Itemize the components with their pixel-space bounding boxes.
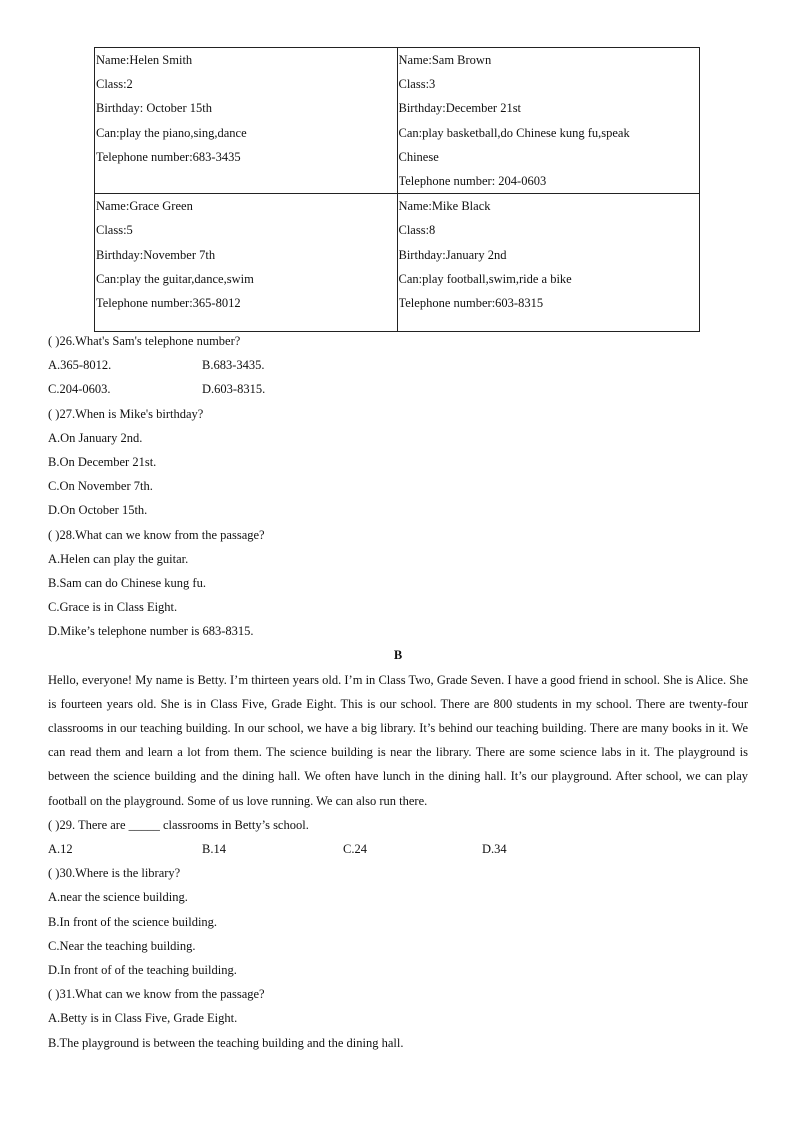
card-class: Class:2 — [96, 77, 133, 92]
card-name: Name:Sam Brown — [398, 53, 492, 67]
question-29-option-d: D.34 — [482, 842, 507, 857]
question-29-option-a: A.12 — [48, 842, 73, 857]
card-class: Class:5 — [96, 223, 133, 238]
card-birthday: Birthday:January 2nd — [398, 247, 507, 262]
question-26-option-c: C.204-0603. — [48, 382, 111, 397]
question-29-option-b: B.14 — [202, 842, 226, 857]
question-31-stem: ( )31.What can we know from the passage? — [48, 987, 265, 1002]
card-phone: Telephone number: 204-0603 — [398, 174, 547, 189]
passage-text: Hello, everyone! My name is Betty. I’m thirteen years old. I’m in Class Two, Grade Seven. I have a good friend in school. She is Alice. She is fourteen years old. She is in Class Five, Grade Eight. This is our school. There are 800 students in my school. There are twenty-four classrooms in our teaching building. In our school, we have a big library. It’s behind our teaching building. There are many books in it. We can read them and learn a lot from them. The science building is near the library. There are some science labs in it. The playground is between the science building and the dining hall. We often have lunch in the dining hall. It’s our playground. After school, we can play football on the playground. Some of us love running. We can also run there. — [48, 672, 748, 808]
question-28-option-c: C.Grace is in Class Eight. — [48, 600, 178, 615]
student-info-table — [94, 47, 700, 332]
card-class: Class:3 — [398, 77, 436, 92]
question-30-option-b: B.In front of the science building. — [48, 914, 218, 929]
question-29-options-row — [48, 837, 748, 861]
question-30-option-a: A.near the science building. — [48, 890, 188, 905]
question-30-option-c: C.Near the teaching building. — [48, 938, 196, 953]
card-mike-black — [397, 194, 700, 332]
card-class: Class:8 — [398, 223, 436, 238]
section-b-title: B — [393, 648, 403, 663]
card-birthday: Birthday: October 15th — [96, 101, 212, 116]
question-31-option-a: A.Betty is in Class Five, Grade Eight. — [48, 1011, 238, 1026]
question-26-stem: ( )26.What's Sam's telephone number? — [48, 334, 241, 348]
question-27-option-c: C.On November 7th. — [48, 479, 153, 494]
card-name: Name:Helen Smith — [96, 53, 193, 67]
questions-section — [48, 329, 748, 1055]
card-birthday: Birthday:November 7th — [96, 247, 216, 262]
question-30-stem: ( )30.Where is the library? — [48, 866, 181, 881]
card-can: Can:play the guitar,dance,swim — [96, 271, 254, 286]
card-can: Can:play football,swim,ride a bike — [398, 271, 572, 286]
question-29-option-c: C.24 — [343, 842, 367, 857]
question-30-option-d: D.In front of of the teaching building. — [48, 962, 237, 977]
question-28-option-d: D.Mike’s telephone number is 683-8315. — [48, 624, 254, 639]
question-29-stem: ( )29. There are _____ classrooms in Betty’s school. — [48, 817, 309, 832]
card-birthday: Birthday:December 21st — [398, 101, 522, 116]
question-28-option-b: B.Sam can do Chinese kung fu. — [48, 575, 206, 590]
reading-passage — [48, 668, 748, 813]
card-phone: Telephone number:365-8012 — [96, 296, 241, 311]
question-27-option-a: A.On January 2nd. — [48, 430, 143, 445]
question-26-option-b: B.683-3435. — [202, 358, 265, 373]
question-26-option-d: D.603-8315. — [202, 382, 266, 397]
question-28-option-a: A.Helen can play the guitar. — [48, 551, 189, 566]
table-row — [95, 194, 700, 332]
card-name: Name:Mike Black — [398, 199, 491, 214]
card-can-continued: Chinese — [398, 149, 439, 164]
card-helen-smith — [95, 48, 398, 194]
table-row — [95, 48, 700, 194]
card-phone: Telephone number:683-3435 — [96, 149, 241, 164]
question-28-stem: ( )28.What can we know from the passage? — [48, 527, 265, 542]
card-grace-green — [95, 194, 398, 332]
question-27-option-d: D.On October 15th. — [48, 503, 148, 518]
card-can: Can:play basketball,do Chinese kung fu,speak — [398, 125, 630, 140]
card-name: Name:Grace Green — [96, 199, 193, 214]
question-26-options-row-2 — [48, 377, 748, 401]
question-27-option-b: B.On December 21st. — [48, 454, 157, 469]
question-26-option-a: A.365-8012. — [48, 358, 112, 373]
card-can: Can:play the piano,sing,dance — [96, 125, 247, 140]
card-sam-brown — [397, 48, 700, 194]
question-31-option-b: B.The playground is between the teaching building and the dining hall. — [48, 1035, 404, 1050]
question-27-stem: ( )27.When is Mike's birthday? — [48, 406, 204, 421]
card-phone: Telephone number:603-8315 — [398, 296, 544, 311]
question-26-options-row-1 — [48, 353, 748, 377]
